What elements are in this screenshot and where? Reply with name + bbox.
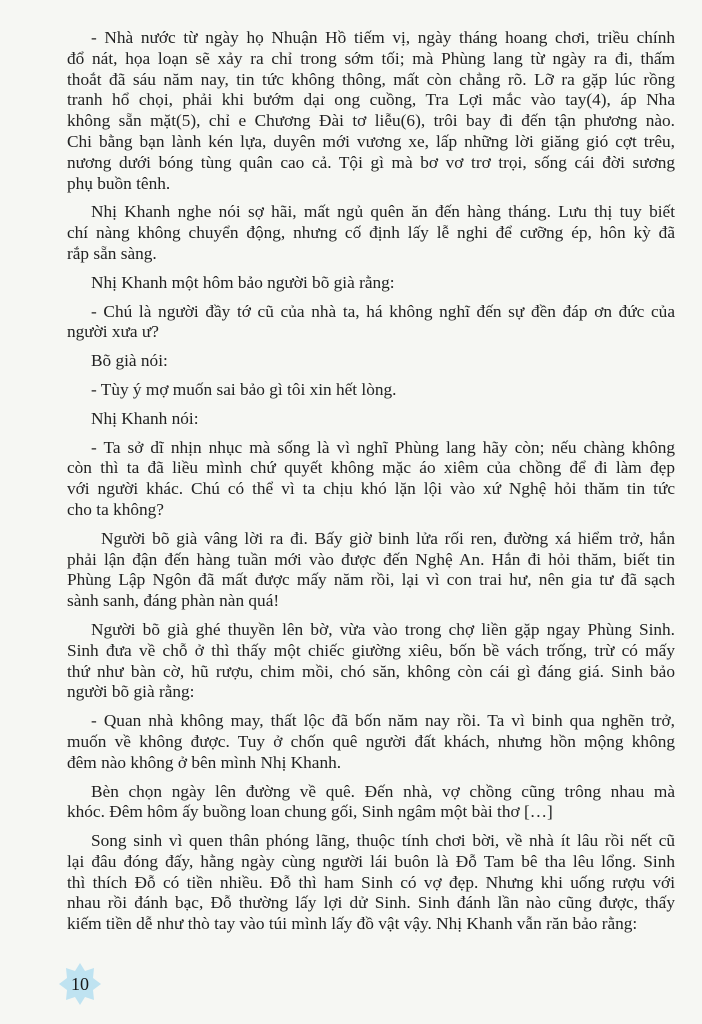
text-line: Nhị Khanh nghe nói sợ hãi, mất ngủ quên ăn đến hàng tháng. Lưu thị tuy biết [91,202,675,222]
text-line: thứ như bàn cờ, hũ rượu, chim mồi, chó săn, không còn cái gì đáng giá. Sinh bảo [67,661,675,681]
paragraph [67,438,675,521]
text-line: phải lận đận đến hàng tuần mới vào được đến Nghệ An. Hắn đi hỏi thăm, biết tin [67,549,675,569]
text-line: - Chú là người đầy tớ cũ của nhà ta, há không nghĩ đến sự đền đáp ơn đức của [91,301,675,321]
text-line: - Tùy ý mợ muốn sai bảo gì tôi xin hết lòng. [91,379,397,399]
paragraph [67,202,675,264]
text-line: Chi bằng bạn lành kén lựa, duyên mới vương xe, lấp những lời giăng gió cợt trêu, [67,131,675,151]
paragraph [67,409,675,430]
page-number-badge [58,962,102,1006]
text-line: không sẵn mặt(5), chỉ e Chương Đài tơ liễu(6), trôi bay đi đến tận phương nào. [67,111,675,131]
text-line: tranh hổ chọi, phải khi bướm dại ong cuồng, Tra Lợi mắc vào tay(4), áp Nha [67,90,675,110]
text-line: đổ nát, họa loạn sẽ xảy ra chỉ trong sớm tối; mà Phùng lang từ ngày ra đi, thấm [67,48,675,68]
text-line: - Ta sở dĩ nhịn nhục mà sống là vì nghĩ Phùng lang hãy còn; nếu chàng không [91,437,675,457]
text-line: chí nàng không chuyển động, nhưng cố định lấy lễ nghi để cưỡng ép, hôn kỳ đã [67,223,675,243]
text-line: - Quan nhà không may, thất lộc đã bốn năm nay rồi. Ta vì binh qua nghẽn trở, [91,711,675,731]
text-line: Người bõ già vâng lời ra đi. Bấy giờ binh lửa rối ren, đường xá hiểm trở, hắn [101,528,675,548]
text-line: thì thích Đỗ có tiền nhiều. Đỗ thì ham Sinh có vợ đẹp. Nhưng khi uống rượu với [67,872,675,892]
text-line: Người bõ già ghé thuyền lên bờ, vừa vào trong chợ liền gặp ngay Phùng Sinh. [91,619,675,639]
text-line: rắp sẵn sàng. [67,243,157,263]
text-line: nhau rồi đánh bạc, Đỗ thường lấy lợi dử Sinh. Sinh đánh lần nào cũng được, thấy [67,893,675,913]
text-line: người xưa ư? [67,322,159,342]
paragraph [67,782,675,824]
paragraph [67,351,675,372]
text-line: Nhị Khanh một hôm bảo người bõ già rằng: [91,272,395,292]
paragraph [67,380,675,401]
text-line: Bèn chọn ngày lên đường về quê. Đến nhà, vợ chồng cũng trông nhau mà [91,781,675,801]
paragraph [67,711,675,773]
text-line: Song sinh vì quen thân phóng lãng, thuộc tính chơi bời, về nhà ít lâu rồi nết cũ [91,831,675,851]
paragraph [67,28,675,194]
text-line: phụ buồn tênh. [67,173,171,193]
document-body [67,28,675,935]
paragraph [67,831,675,935]
text-line: còn thì ta đã liều mình chứ quyết không mặc áo xiêm của chồng để đi làm đẹp [67,458,675,478]
text-line: - Nhà nước từ ngày họ Nhuận Hồ tiếm vị, ngày tháng hoang chơi, triều chính [91,28,675,47]
text-line: Bõ già nói: [91,351,168,371]
text-line: nương dưới bóng tùng quân cao cả. Tội gì mà bơ vơ trơ trọi, sống cái đời sương [67,152,675,172]
text-line: thoắt đã sáu năm nay, tin tức không thông, mất còn chẳng rõ. Lỡ ra gặp lúc rồng [67,69,675,89]
text-line: kiếm tiền dễ như thò tay vào túi mình lấy đồ vật vậy. Nhị Khanh vẫn răn bảo rằng: [67,914,638,934]
text-line: Sinh đưa về chỗ ở thì thấy một chiếc giường xiêu, bốn bề vách trống, trừ có mấy [67,640,675,660]
text-line: sành sanh, đáng phàn nàn quá! [67,591,280,611]
paragraph [67,529,675,612]
page-number: 10 [71,974,89,994]
paragraph [67,273,675,294]
text-line: Nhị Khanh nói: [91,408,199,428]
text-line: với người khác. Chú có thể vì ta chịu khó lặn lội vào xứ Nghệ hỏi thăm tin tức [67,479,675,499]
text-line: cho ta không? [67,499,164,519]
text-line: Phùng Lập Ngôn đã mất được mấy năm rồi, lại vì con trai hư, nên gia tư đã sạch [67,570,675,590]
text-line: đêm nào không ở bên mình Nhị Khanh. [67,752,342,772]
text-line: người bõ già rằng: [67,682,195,702]
paragraph [67,302,675,344]
paragraph [67,620,675,703]
text-line: khóc. Đêm hôm ấy buồng loan chung gối, Sinh ngâm một bài thơ […] [67,802,553,822]
text-line: lại đâu đóng đấy, hằng ngày cùng người lái buôn là Đỗ Tam bê tha lêu lổng. Sinh [67,851,675,871]
text-line: muốn về không được. Tuy ở chốn quê người đất khách, nhưng hồn mộng không [67,731,675,751]
